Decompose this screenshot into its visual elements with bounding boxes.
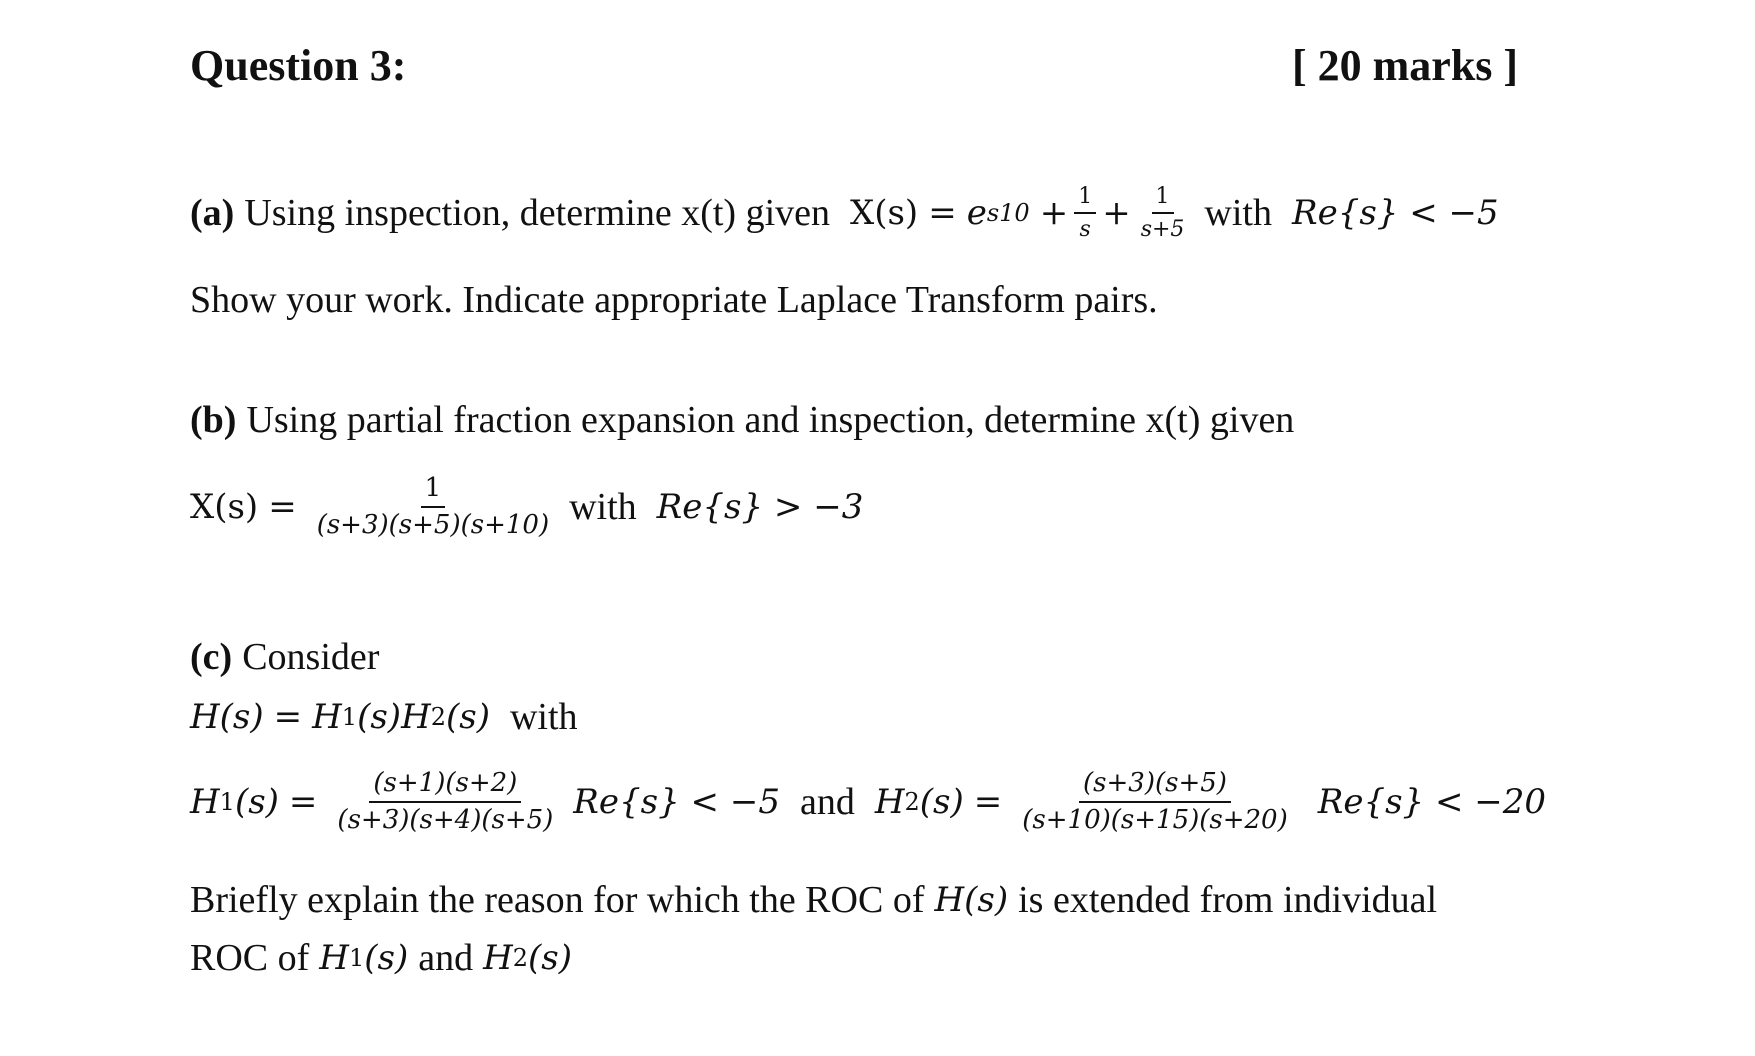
part-a-frac-2-den: s+5 [1140, 217, 1185, 243]
part-b-equation [190, 475, 863, 540]
part-a-frac-1 [1074, 185, 1096, 241]
part-a-plus-1: + [1039, 193, 1069, 234]
part-c-text: Consider [242, 636, 380, 678]
part-c-h2-arg: (s) [446, 697, 490, 737]
part-a-exp-base: e [966, 193, 987, 234]
part-b-lhs: X(s) [190, 487, 259, 528]
marks-label: [ 20 marks ] [1292, 41, 1519, 90]
part-c-h1-roc: Re{s} < −5 [573, 782, 780, 823]
part-c-h1-den: (s+3)(s+4)(s+5) [337, 805, 554, 836]
part-c-h1-h2-equations [190, 770, 1546, 835]
part-c-h1: H [312, 697, 342, 737]
part-c-explain-line-1 [190, 878, 1437, 922]
part-a-question [190, 185, 1499, 241]
part-b-with: with [569, 486, 637, 529]
part-b-question [190, 398, 1294, 442]
part-c-explain-h1: H [319, 938, 349, 978]
part-b-equals: = [268, 487, 297, 528]
part-c-h1-arg: (s) [357, 697, 402, 737]
part-a-exp-sup: s10 [986, 199, 1030, 228]
part-a-lhs: X(s) [850, 193, 919, 234]
part-c-h1-equals: = [288, 782, 318, 823]
part-c-h1-lhs-sub: 1 [219, 788, 235, 817]
part-b-frac-num: 1 [421, 475, 446, 508]
part-c-h2-frac [1018, 770, 1292, 835]
part-c-explain-h1-arg: (s) [364, 938, 409, 978]
part-c-label: (c) [190, 636, 233, 678]
part-c-heading [190, 635, 379, 679]
part-a-frac-1-den: s [1079, 217, 1091, 243]
part-c-h1-frac [333, 770, 557, 835]
part-a-frac-2 [1137, 185, 1189, 241]
part-c-explain-3: ROC of [190, 937, 310, 979]
part-c-h2-equals: = [973, 782, 1003, 823]
part-b-frac-den: (s+3)(s+5)(s+10) [316, 510, 550, 541]
part-c-h1-lhs: H [190, 782, 220, 823]
part-c-explain-h2: H [483, 938, 513, 978]
part-b-text: Using partial fraction expansion and inspection, determine x(t) given [246, 399, 1295, 441]
part-c-explain-h2-arg: (s) [528, 938, 573, 978]
part-c-h2-sub: 2 [430, 703, 446, 731]
part-c-h2-lhs-sub: 2 [904, 788, 920, 817]
part-c-explain-1: Briefly explain the reason for which the ROC of [190, 879, 925, 921]
part-a-frac-1-num: 1 [1074, 185, 1096, 214]
part-a-frac-2-num: 1 [1152, 185, 1174, 214]
part-c-explain-h: H(s) [934, 880, 1009, 920]
part-c-h2-den: (s+10)(s+15)(s+20) [1022, 805, 1288, 836]
part-c-explain-line-2 [190, 936, 572, 980]
part-c-h1-sub: 1 [341, 703, 358, 731]
part-c-product-equation [190, 695, 578, 739]
part-a-text: Using inspection, determine x(t) given [244, 192, 831, 235]
part-c-equals: = [273, 697, 303, 737]
part-c-h2-lhs: H [874, 782, 905, 823]
part-c-explain-2: is extended from individual [1018, 879, 1438, 921]
part-c-explain-and: and [418, 937, 474, 979]
part-b-label: (b) [190, 399, 237, 441]
part-a-plus-2: + [1102, 193, 1131, 234]
part-a-label: (a) [190, 192, 235, 235]
part-c-with: with [509, 696, 578, 738]
part-c-and: and [799, 781, 855, 824]
question-title: Question 3: [190, 41, 407, 90]
part-c-explain-h2-sub: 2 [512, 944, 529, 972]
part-c-explain-h1-sub: 1 [348, 944, 365, 972]
part-c-h2-roc: Re{s} < −20 [1317, 782, 1547, 823]
part-c-h2-lhs-arg: (s) [919, 782, 964, 823]
part-c-h2: H [401, 697, 431, 737]
part-a-instruction: Show your work. Indicate appropriate Laplace Transform pairs. [190, 279, 1158, 321]
part-a-roc: Re{s} < −5 [1291, 193, 1499, 234]
part-b-frac [313, 475, 553, 540]
part-b-roc: Re{s} > −3 [656, 487, 864, 528]
part-a-with: with [1204, 192, 1272, 235]
part-a-equals: = [928, 193, 957, 234]
part-c-h2-num: (s+3)(s+5) [1079, 770, 1231, 803]
part-c-h1-num: (s+1)(s+2) [369, 770, 521, 803]
part-c-h1-lhs-arg: (s) [234, 782, 279, 823]
part-c-h-lhs: H(s) [190, 697, 264, 737]
